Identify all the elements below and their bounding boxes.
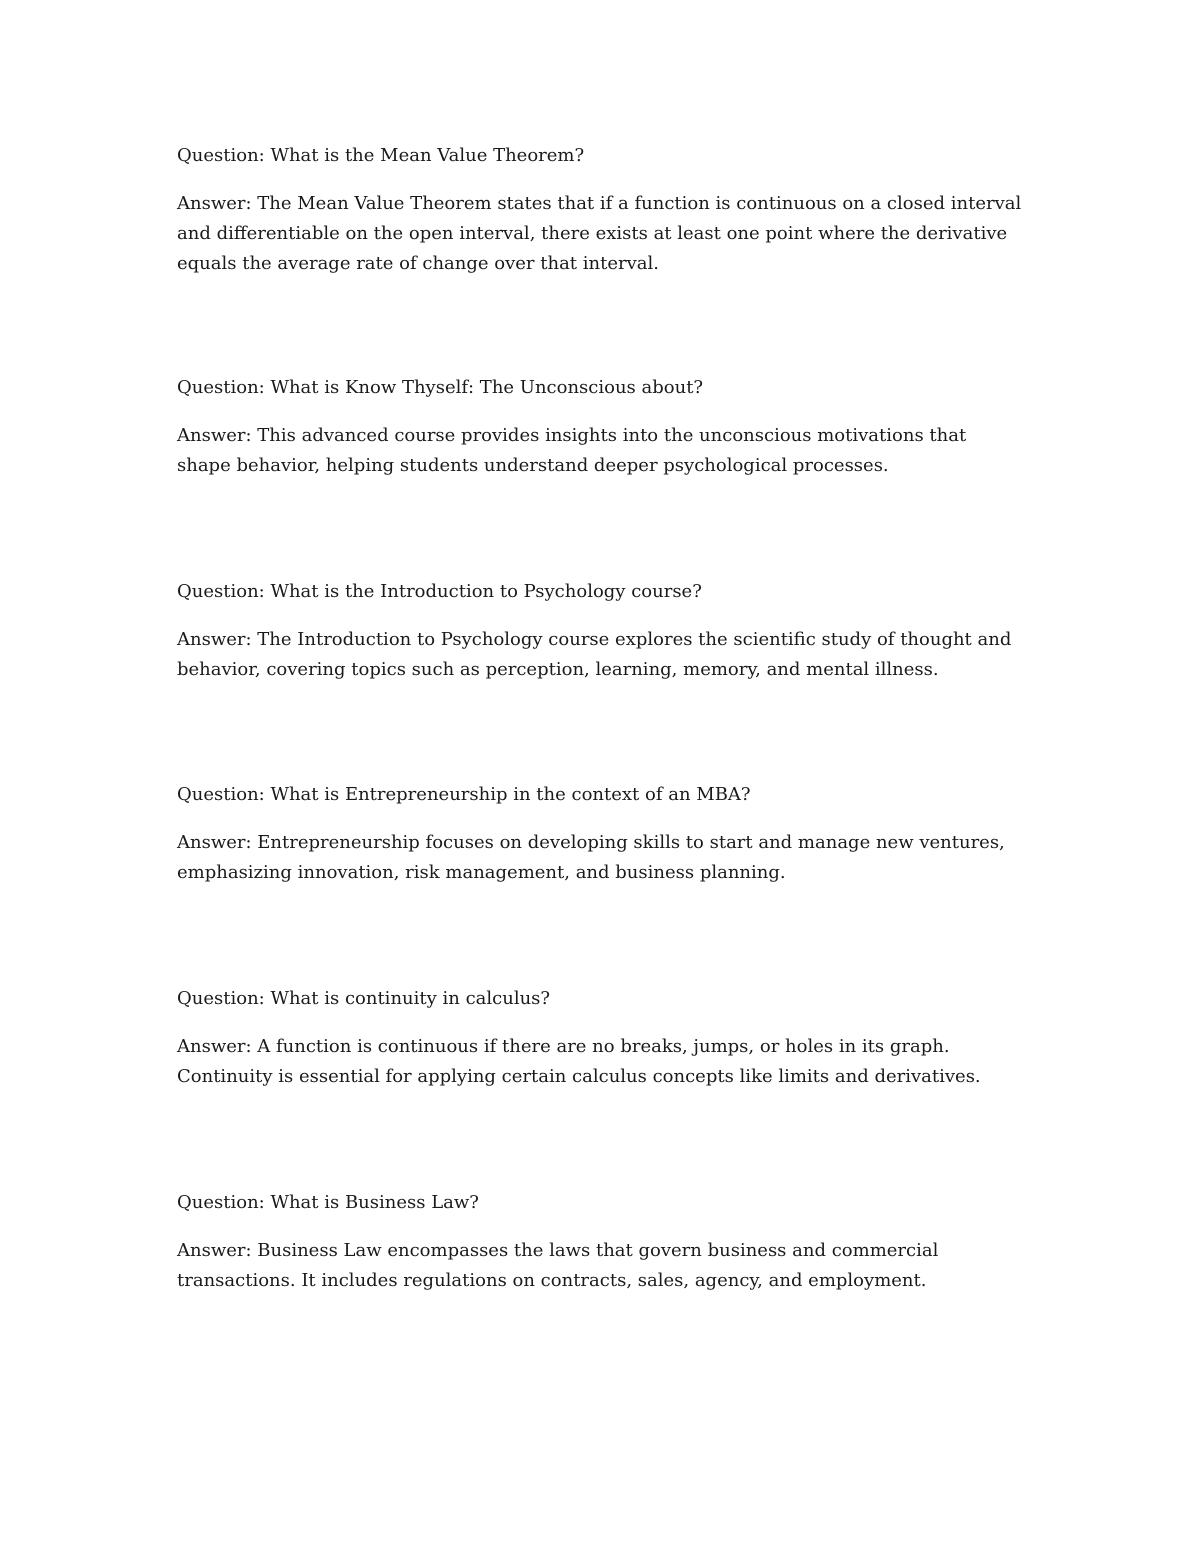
qa-block	[177, 373, 1037, 481]
question-text: Question: What is the Mean Value Theorem?	[177, 145, 585, 166]
answer-line: Continuity is essential for applying certain calculus concepts like limits and derivatives.	[177, 1066, 981, 1087]
answer-text	[177, 1236, 1037, 1296]
answer-line: transactions. It includes regulations on contracts, sales, agency, and employment.	[177, 1270, 927, 1291]
answer-line: behavior, covering topics such as perception, learning, memory, and mental illness.	[177, 659, 939, 680]
answer-line: emphasizing innovation, risk management, and business planning.	[177, 862, 786, 883]
question-text: Question: What is continuity in calculus?	[177, 988, 551, 1009]
qa-block	[177, 780, 1037, 888]
qa-block	[177, 984, 1037, 1092]
answer-line: equals the average rate of change over that interval.	[177, 253, 659, 274]
answer-line: and differentiable on the open interval, there exists at least one point where the derivative	[177, 223, 1008, 244]
answer-line: Answer: This advanced course provides insights into the unconscious motivations that	[177, 425, 967, 446]
question-text: Question: What is Business Law?	[177, 1192, 479, 1213]
answer-text	[177, 189, 1037, 279]
answer-text	[177, 421, 1037, 481]
answer-text	[177, 625, 1037, 685]
qa-block	[177, 577, 1037, 685]
answer-line: Answer: The Mean Value Theorem states that if a function is continuous on a closed interval	[177, 193, 1022, 214]
answer-text	[177, 1032, 1037, 1092]
question-text: Question: What is the Introduction to Psychology course?	[177, 581, 702, 602]
qa-block	[177, 1188, 1037, 1296]
answer-line: Answer: Business Law encompasses the laws that govern business and commercial	[177, 1240, 939, 1261]
answer-line: Answer: Entrepreneurship focuses on developing skills to start and manage new ventures,	[177, 832, 1005, 853]
answer-line: Answer: A function is continuous if there are no breaks, jumps, or holes in its graph.	[177, 1036, 950, 1057]
answer-text	[177, 828, 1037, 888]
question-text: Question: What is Entrepreneurship in the context of an MBA?	[177, 784, 751, 805]
answer-line: shape behavior, helping students understand deeper psychological processes.	[177, 455, 889, 476]
qa-block	[177, 141, 1037, 279]
question-text: Question: What is Know Thyself: The Unconscious about?	[177, 377, 704, 398]
answer-line: Answer: The Introduction to Psychology course explores the scientific study of thought and	[177, 629, 1012, 650]
